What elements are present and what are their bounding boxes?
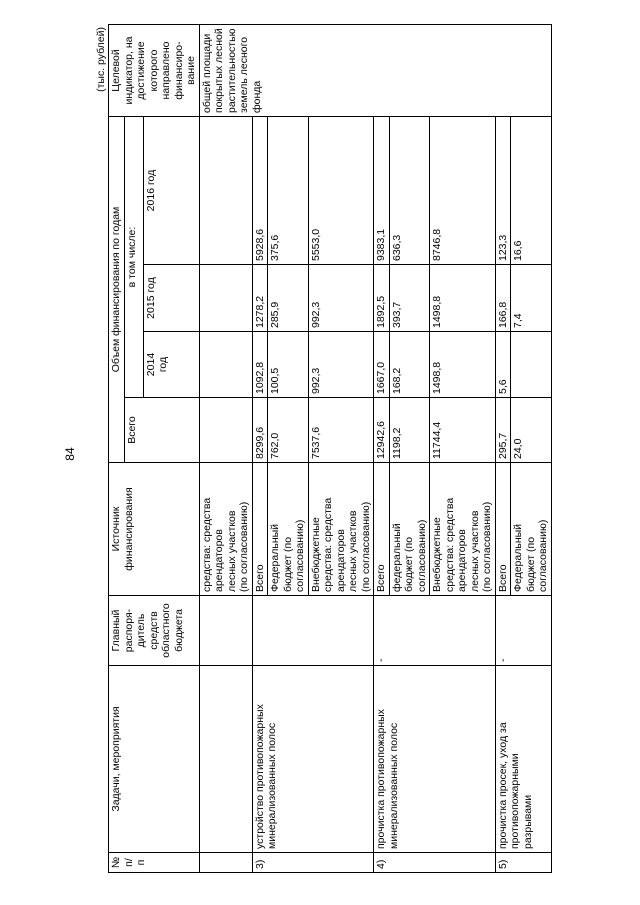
cell-total: 8299,6 xyxy=(252,398,268,463)
cell-total: 1198,2 xyxy=(389,398,430,463)
cell-2014: 1667,0 xyxy=(374,332,390,398)
cell-source: Внебюджетные средства: средства арендаторов лесных участков (по согласованию) xyxy=(308,463,374,596)
cell-2015: 166,8 xyxy=(495,265,511,332)
table-row xyxy=(495,24,511,872)
header-2014: 2014 год xyxy=(143,332,199,398)
cell-target: общей площади покрытых лесной растительностью земель лесного фонда xyxy=(199,24,551,116)
header-2016: 2016 год xyxy=(143,116,199,264)
header-volume: Объем финансирования по годам xyxy=(109,116,125,462)
cell-source: Всего xyxy=(495,463,511,596)
cell-source: Внебюджетные средства: средства арендаторов лесных участков (по согласованию) xyxy=(430,463,496,596)
cell-2016: 5553,0 xyxy=(308,116,374,264)
cell-source: Федеральный бюджет (по согласованию) xyxy=(268,463,309,596)
cell-num: 4) xyxy=(374,853,496,873)
cell-2014: 992,3 xyxy=(308,332,374,398)
cell-2016: 16,6 xyxy=(511,116,552,264)
cell-2016: 636,3 xyxy=(389,116,430,264)
table-row xyxy=(252,24,268,872)
cell-2015: 285,9 xyxy=(268,265,309,332)
cell-task: прочистка просек, уход за противопожарными разрывами xyxy=(495,666,551,853)
header-source: Источник финансирования xyxy=(109,463,200,596)
units-label: (тыс. рублей) xyxy=(95,27,107,92)
cell-2015 xyxy=(199,265,252,332)
cell-task: прочистка противопожарных минерализованных полос xyxy=(374,666,496,853)
cell-admin xyxy=(199,596,252,666)
cell-2014: 100,5 xyxy=(268,332,309,398)
cell-2014 xyxy=(199,332,252,398)
cell-admin: - xyxy=(495,596,551,666)
cell-total: 12942,6 xyxy=(374,398,390,463)
cell-2016: 5928,6 xyxy=(252,116,268,264)
cell-2014: 1498,8 xyxy=(430,332,496,398)
cell-total xyxy=(199,398,252,463)
header-incl: в том числе: xyxy=(124,116,143,397)
table-row xyxy=(374,24,390,872)
cell-2015: 1278,2 xyxy=(252,265,268,332)
header-2015: 2015 год xyxy=(143,265,199,332)
cell-2014: 5,6 xyxy=(495,332,511,398)
header-num: № п/п xyxy=(109,853,200,873)
cell-2016: 9383,1 xyxy=(374,116,390,264)
cell-source: Всего xyxy=(252,463,268,596)
cell-source: Федеральный бюджет (по согласованию) xyxy=(511,463,552,596)
cell-source: федеральный бюджет (по согласованию) xyxy=(389,463,430,596)
cell-2016: 375,6 xyxy=(268,116,309,264)
cell-total: 295,7 xyxy=(495,398,511,463)
cell-total: 11744,4 xyxy=(430,398,496,463)
header-task: Задачи, мероприятия xyxy=(109,666,200,853)
cell-task xyxy=(199,666,252,853)
cell-total: 762,0 xyxy=(268,398,309,463)
page-number: 84 xyxy=(63,447,77,461)
cell-2015: 1498,8 xyxy=(430,265,496,332)
cell-2015: 992,3 xyxy=(308,265,374,332)
cell-2016: 8746,8 xyxy=(430,116,496,264)
financing-table xyxy=(108,24,552,873)
cell-2015: 1892,5 xyxy=(374,265,390,332)
cell-admin: - xyxy=(374,596,496,666)
cell-num xyxy=(199,853,252,873)
cell-2014: 168,2 xyxy=(389,332,430,398)
cell-2014 xyxy=(511,332,552,398)
cell-source: Всего xyxy=(374,463,390,596)
table-row xyxy=(199,24,252,872)
cell-admin xyxy=(252,596,374,666)
cell-2016 xyxy=(199,116,252,264)
header-total: Всего xyxy=(124,398,199,463)
header-target: Целевой индикатор, на достижение которого направлено финансиро- вание xyxy=(109,24,200,116)
cell-2016: 123,3 xyxy=(495,116,511,264)
rotated-table-page xyxy=(95,23,611,873)
cell-2015: 393,7 xyxy=(389,265,430,332)
header-admin: Главный распоря- дитель средств областного бюджета xyxy=(109,596,200,666)
cell-2015: 7,4 xyxy=(511,265,552,332)
cell-source: средства: средства арендаторов лесных участков (по согласованию) xyxy=(199,463,252,596)
cell-total: 7537,6 xyxy=(308,398,374,463)
cell-num: 3) xyxy=(252,853,374,873)
cell-num: 5) xyxy=(495,853,551,873)
cell-total: 24,0 xyxy=(511,398,552,463)
cell-2014: 1092,8 xyxy=(252,332,268,398)
cell-task: устройство противопожарных минерализованных полос xyxy=(252,666,374,853)
